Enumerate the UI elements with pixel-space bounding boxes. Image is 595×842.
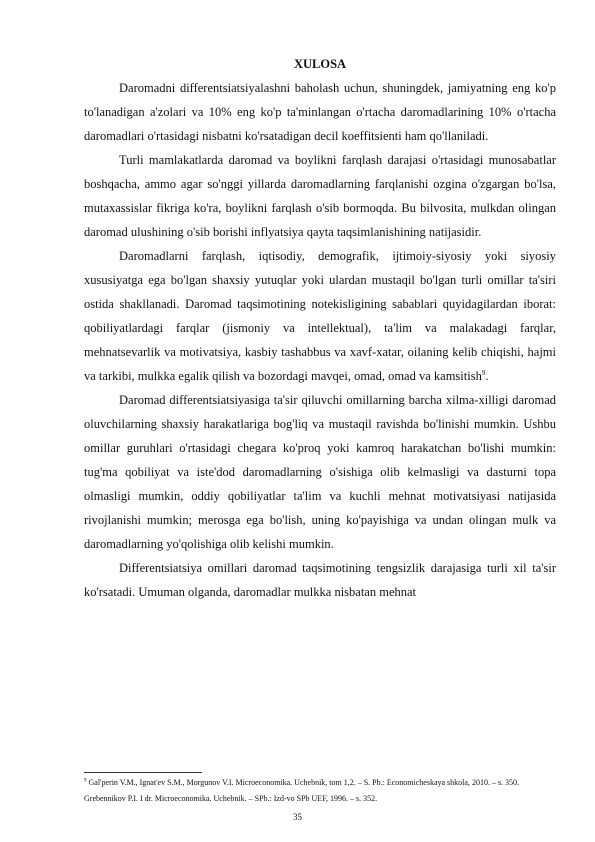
footnote-text: Gal'perin V.M., Ignat'ev S.M., Morgunov V.I. Microeconomika. Uchebnik, tom 1,2. – S. Pb.: Economicheskaya shkola, 2010. – s. 350. [88, 778, 520, 787]
footnotes [84, 775, 556, 807]
paragraph-factors-period: . [485, 369, 489, 383]
footnote-item [84, 775, 556, 791]
footnote-reference: 9 [481, 368, 486, 377]
footnote-text: Grebennikov P.I. I dr. Microeconomika. Uchebnik. – SPb.: Izd-vo SPb UEF, 1996. – s. 352. [84, 794, 378, 803]
page-title: XULOSA [293, 57, 347, 71]
footnote-divider [84, 772, 202, 773]
footnote-marker: 9 [84, 778, 87, 784]
paragraph-decile: Daromadni differentsiatsiyalashni baholash uchun, shuningdek, jamiyatning eng ko'p to'lanadigan a'zolari va 10% eng ko'p ta'minlangan o'rtacha daromadlarining 10% o'rtacha daromadlari o'rtasidagi nisbatni ko'rsatadigan decil koeffitsienti ham qo'llaniladi. [84, 81, 556, 143]
paragraph-factors-text: Daromadlarni farqlash, iqtisodiy, demografik, ijtimoiy-siyosiy yoki siyosiy xususiyatga ega bo'lgan shaxsiy yutuqlar yoki ulardan mustaqil bo'lgan turli omillar ta'siri ostida shakllanadi. Daromad taqsimotining notekisligining sabablari quyidagilardan iborat: qobiliyatlardagi farqlar (jismoniy va intellektual), ta'lim va malakadagi farqlar, mehnatsevarlik va motivatsiya, kasbiy tashabbus va xavf-xatar, oilaning kelib chiqishi, hajmi va tarkibi, mulkka egalik qilish va bozordagi mavqei, omad, omad va kamsitish [84, 249, 556, 383]
paragraph-countries: Turli mamlakatlarda daromad va boylikni farqlash darajasi o'rtasidagi munosabatlar boshqacha, ammo agar so'nggi yillarda daromadlarning farqlanishi ozgina o'zgargan bo'lsa, mutaxassislar fikriga ko'ra, boylikni farqlash o'sib bormoqda. Bu bilvosita, mulkdan olingan daromad ulushining o'sib borishi inflyatsiya qayta taqsimlanishining natijasidir. [84, 153, 556, 239]
paragraph-inequality: Differentsiatsiya omillari daromad taqsimotining tengsizlik darajasiga turli xil ta'sir ko'rsatadi. Umuman olganda, daromadlar mulkka nisbatan mehnat [84, 561, 556, 599]
paragraph-diversity: Daromad differentsiatsiyasiga ta'sir qiluvchi omillarning barcha xilma-xilligi daromad oluvchilarning shaxsiy harakatlariga bog'liq va mustaqil ravishda bo'linishi mumkin. Ushbu omillar guruhlari o'rtasidagi chegara ko'proq yoki kamroq harakatchan bo'lishi mumkin: tug'ma qobiliyat va iste'dod daromadlarning o'sishiga olib kelmasligi va dasturni topa olmasligi mumkin, oddiy qobiliyatlar ta'lim va kuchli mehnat motivatsiyasi natijasida rivojlanishi mumkin; merosga ega bo'lish, uning ko'payishiga va undan olingan mulk va daromadlarning yo'qolishiga olib kelishi mumkin. [84, 393, 556, 551]
document-body [84, 56, 556, 604]
page-number: 35 [293, 812, 302, 822]
footnote-item [84, 791, 556, 807]
paragraph-factors [84, 244, 556, 388]
